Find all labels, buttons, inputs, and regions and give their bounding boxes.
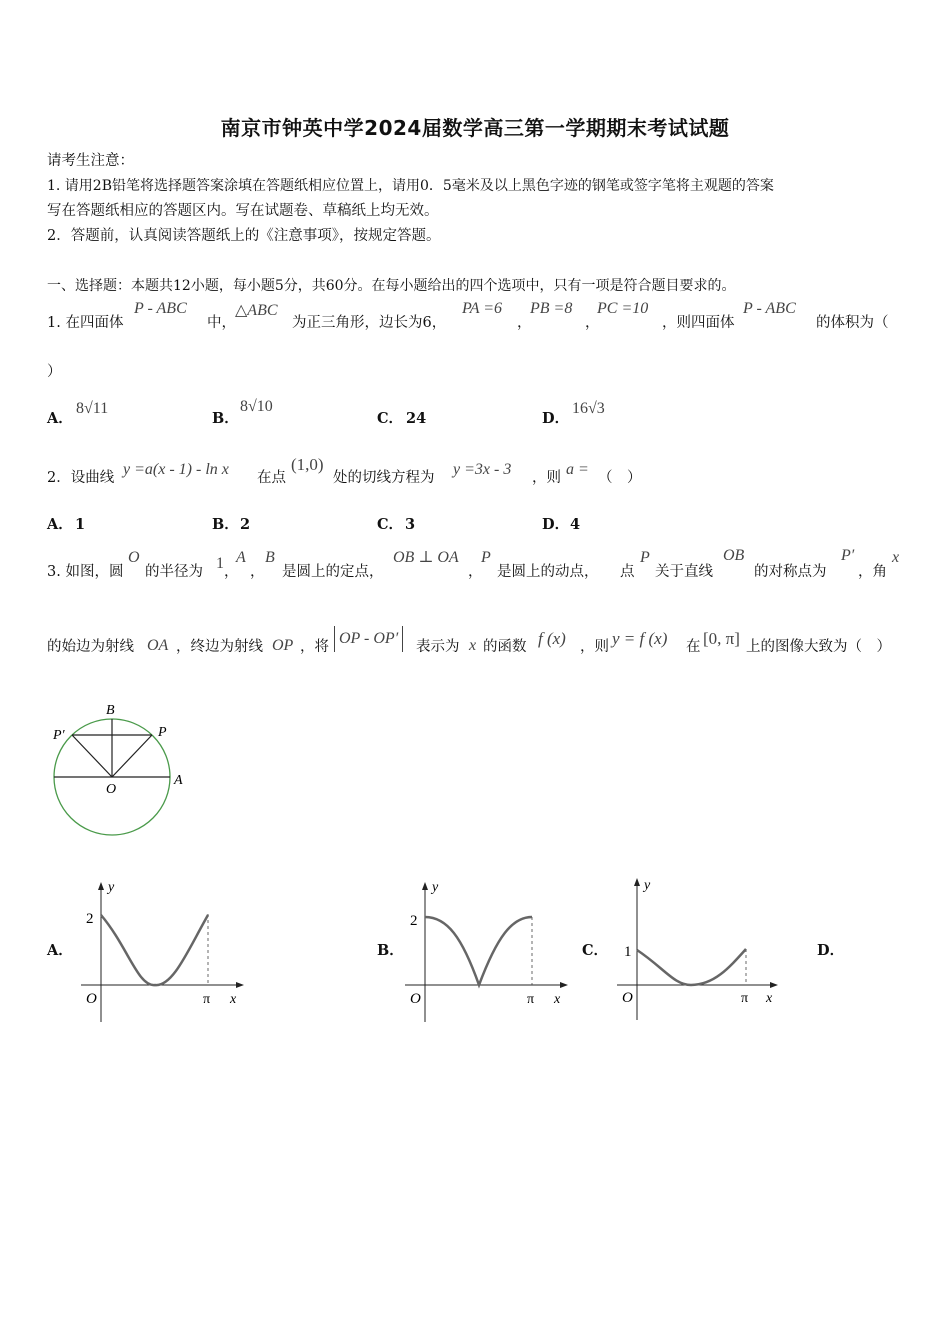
q3-math: x: [469, 637, 477, 654]
page-title: 南京市钟英中学2024届数学高三第一学期期末考试试题: [220, 116, 730, 140]
label-o: O: [106, 782, 117, 797]
q1-option-d-label: D．: [542, 410, 570, 427]
q2-option-d-label: D．: [542, 516, 570, 533]
y-tick-label: 2: [410, 913, 418, 929]
q3-text: 在: [686, 639, 701, 655]
q1-text: 中，: [207, 315, 236, 331]
q3-math: y = f (x): [612, 629, 668, 648]
x-axis-label: x: [766, 991, 773, 1006]
circle-figure: [40, 695, 210, 845]
q3-option-d-label: D．: [817, 942, 845, 959]
q3-text: 点: [620, 564, 635, 580]
q2-math: y =3x - 3: [453, 461, 512, 478]
q3-text: ，: [250, 564, 265, 580]
q2-option-c-value: 3: [405, 516, 416, 533]
q1-option-a-label: A．: [47, 410, 73, 427]
x-axis-arrow: [560, 982, 568, 988]
q3-text: 3. 如图，圆: [47, 564, 124, 580]
x-tick-label: π: [203, 992, 211, 1007]
q3-math: OB: [723, 547, 745, 564]
q1-math: P - ABC: [743, 300, 796, 317]
q3-math: A: [236, 549, 246, 566]
q2-text: （ ）: [598, 470, 642, 486]
notice-heading: 请考生注意：: [47, 153, 134, 169]
q1-option-d-value: 16√3: [572, 400, 605, 417]
q3-option-a-label: A．: [47, 942, 73, 959]
q1-text: ，: [517, 315, 532, 331]
q3-text: ，终边为射线: [176, 639, 263, 655]
q2-text: 处的切线方程为: [333, 470, 435, 486]
q3-math: P: [481, 549, 491, 566]
q2-text: 在点: [257, 470, 286, 486]
q1-text: 1. 在四面体: [47, 315, 124, 331]
q3-text: ，角: [858, 564, 887, 580]
q3-text: 的半径为: [145, 564, 203, 580]
q2-text: ，则: [532, 470, 561, 486]
notice-item-1-line-1: 1. 请用2B铅笔将选择题答案涂填在答题纸相应位置上，请用0．5毫米及以上黑色字迹的钢笔或签字笔将主观题的答案: [47, 178, 774, 194]
q1-option-b-label: B．: [212, 410, 239, 427]
q3-text: 是圆上的动点，: [497, 564, 599, 580]
q2-math: a =: [566, 461, 589, 478]
q3-option-c-label: C．: [582, 942, 609, 959]
curve: [425, 917, 532, 985]
q2-text: 2．设曲线: [47, 470, 115, 486]
q3-math: OA: [147, 637, 169, 654]
q3-text: 的对称点为: [754, 564, 827, 580]
q1-text: ，则四面体: [662, 315, 735, 331]
q2-option-b-label: B．: [212, 516, 239, 533]
q1-math: PA =6: [462, 300, 502, 317]
q3-text: 表示为: [416, 639, 460, 655]
q1-text: 的体积为（: [816, 315, 889, 331]
q2-math: y =a(x - 1) - ln x: [123, 461, 229, 478]
q1-option-c-value: 24: [406, 410, 427, 427]
x-tick-label: π: [741, 991, 749, 1006]
q3-option-b-label: B．: [377, 942, 404, 959]
x-axis-arrow: [770, 982, 778, 988]
graph-b: [402, 872, 572, 1027]
q3-text: 上的图像大致为（ ）: [746, 639, 891, 655]
origin-label: O: [622, 990, 633, 1006]
q3-math: [0, π]: [703, 629, 740, 648]
q3-abs-expression: OP - OP′: [334, 626, 403, 652]
line-op: [112, 735, 152, 777]
q1-math: PB =8: [530, 300, 573, 317]
origin-label: O: [410, 991, 421, 1007]
x-axis-label: x: [230, 992, 237, 1007]
label-b: B: [106, 703, 115, 718]
y-axis-arrow: [634, 878, 640, 886]
notice-item-1-line-2: 写在答题纸相应的答题区内。写在试题卷、草稿纸上均无效。: [47, 203, 439, 219]
q3-math: 1: [216, 555, 224, 572]
curve: [101, 915, 208, 985]
q2-option-c-label: C．: [377, 516, 404, 533]
q3-math: OB ⊥ OA: [393, 549, 459, 566]
label-a: A: [174, 773, 183, 788]
q1-text: ，: [585, 315, 600, 331]
q3-text: 的始边为射线: [47, 639, 134, 655]
q1-option-c-label: C．: [377, 410, 404, 427]
x-axis-arrow: [236, 982, 244, 988]
q1-text: ）: [47, 364, 62, 380]
x-axis-label: x: [554, 992, 561, 1007]
curve: [637, 949, 746, 985]
q3-math: O: [128, 549, 140, 566]
y-axis-arrow: [98, 882, 104, 890]
q1-option-b-value: 8√10: [240, 398, 273, 415]
q3-text: ，则: [580, 639, 609, 655]
q3-text: 的函数: [483, 639, 527, 655]
q3-math: OP: [272, 637, 294, 654]
section-heading: 一、选择题：本题共12小题，每小题5分，共60分。在每小题给出的四个选项中，只有一项是符合题目要求的。: [47, 278, 736, 294]
y-axis-label: y: [644, 878, 651, 893]
q3-math: f (x): [538, 629, 566, 648]
q3-math: B: [265, 549, 275, 566]
q3-text: ，: [468, 564, 483, 580]
q1-math: P - ABC: [134, 300, 187, 317]
y-axis-label: y: [432, 880, 439, 895]
q3-text: 是圆上的定点，: [282, 564, 384, 580]
q1-math: △ABC: [235, 302, 278, 319]
graph-c: [614, 868, 784, 1023]
q3-math: P: [640, 549, 650, 566]
q3-math: x: [892, 549, 900, 566]
line-op-prime: [72, 735, 112, 777]
q2-option-b-value: 2: [240, 516, 251, 533]
q1-text: 为正三角形，边长为6，: [292, 315, 447, 331]
q1-math: PC =10: [597, 300, 649, 317]
q3-text: ，将: [300, 639, 329, 655]
x-tick-label: π: [527, 992, 535, 1007]
y-tick-label: 2: [86, 911, 94, 927]
origin-label: O: [86, 991, 97, 1007]
graph-a: [78, 872, 248, 1027]
label-p-prime: P′: [53, 728, 65, 743]
q2-option-a-label: A．: [47, 516, 73, 533]
q3-text: 关于直线: [655, 564, 713, 580]
q2-option-d-value: 4: [570, 516, 581, 533]
y-tick-label: 1: [624, 944, 632, 960]
label-p: P: [158, 725, 167, 740]
y-axis-label: y: [108, 880, 115, 895]
q2-option-a-value: 1: [75, 516, 86, 533]
q3-math: P′: [841, 547, 855, 564]
q2-math: (1,0): [291, 455, 324, 474]
notice-item-2: 2．答题前，认真阅读答题纸上的《注意事项》，按规定答题。: [47, 228, 441, 244]
q1-option-a-value: 8√11: [76, 400, 109, 417]
q3-text: ，: [224, 564, 239, 580]
y-axis-arrow: [422, 882, 428, 890]
